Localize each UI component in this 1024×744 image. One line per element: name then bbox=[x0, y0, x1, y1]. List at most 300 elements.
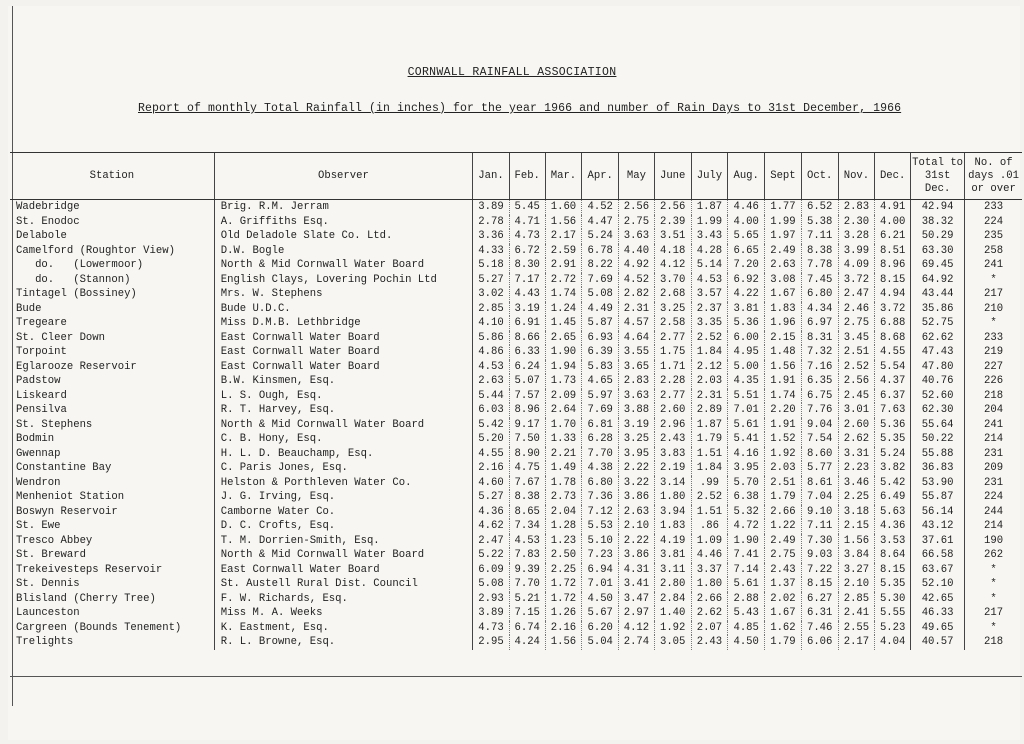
rainfall-cell: 7.15 bbox=[509, 606, 545, 621]
rainfall-cell: 6.24 bbox=[509, 360, 545, 375]
rainfall-cell: 2.43 bbox=[654, 432, 691, 447]
rainfall-cell: 2.16 bbox=[545, 621, 582, 636]
station-cell: Tresco Abbey bbox=[16, 534, 93, 547]
rainfall-cell: 3.28 bbox=[838, 229, 875, 244]
rainfall-cell: 2.47 bbox=[473, 534, 510, 549]
rainfall-cell: 4.91 bbox=[875, 200, 911, 215]
table-row bbox=[10, 258, 1022, 273]
rainfall-cell: 1.45 bbox=[545, 316, 582, 331]
rainfall-cell: 5.42 bbox=[473, 418, 510, 433]
rainfall-cell: 6.81 bbox=[582, 418, 619, 433]
rainfall-cell: 2.96 bbox=[654, 418, 691, 433]
raindays-cell: 224 bbox=[965, 490, 1022, 505]
observer-cell: East Cornwall Water Board bbox=[214, 360, 472, 375]
rainfall-cell: 6.97 bbox=[801, 316, 838, 331]
rainfall-cell: 2.85 bbox=[838, 592, 875, 607]
month-header: Nov. bbox=[838, 153, 875, 200]
observer-cell: East Cornwall Water Board bbox=[214, 331, 472, 346]
rainfall-cell: 2.15 bbox=[765, 331, 802, 346]
rainfall-cell: 8.68 bbox=[875, 331, 911, 346]
rainfall-cell: 7.36 bbox=[582, 490, 619, 505]
rainfall-cell: 4.50 bbox=[582, 592, 619, 607]
rainfall-cell: 1.80 bbox=[691, 577, 728, 592]
table-row bbox=[10, 606, 1022, 621]
rainfall-cell: 4.46 bbox=[691, 548, 728, 563]
table-row bbox=[10, 548, 1022, 563]
rainfall-cell: 2.22 bbox=[619, 461, 655, 476]
rainfall-cell: 2.63 bbox=[765, 258, 802, 273]
total-cell: 52.10 bbox=[911, 577, 965, 592]
rainfall-cell: 2.09 bbox=[545, 389, 582, 404]
rainfall-cell: 2.15 bbox=[838, 519, 875, 534]
rainfall-cell: 3.53 bbox=[875, 534, 911, 549]
station-cell: St. Ewe bbox=[16, 520, 61, 532]
rainfall-cell: 4.62 bbox=[473, 519, 510, 534]
rainfall-cell: 2.31 bbox=[619, 302, 655, 317]
rainfall-cell: 4.22 bbox=[728, 287, 765, 302]
total-cell: 40.57 bbox=[911, 635, 965, 650]
rainfall-cell: 8.15 bbox=[875, 273, 911, 288]
rainfall-cell: 8.61 bbox=[801, 476, 838, 491]
rainfall-cell: 5.53 bbox=[582, 519, 619, 534]
table-row bbox=[10, 577, 1022, 592]
rainfall-cell: 2.56 bbox=[838, 374, 875, 389]
rainfall-cell: 2.82 bbox=[619, 287, 655, 302]
station-cell: Tintagel (Bossiney) bbox=[16, 288, 137, 300]
raindays-cell: * bbox=[965, 592, 1022, 607]
total-cell: 50.29 bbox=[911, 229, 965, 244]
raindays-cell: 214 bbox=[965, 519, 1022, 534]
rainfall-cell: 4.36 bbox=[875, 519, 911, 534]
rainfall-cell: 3.88 bbox=[619, 403, 655, 418]
total-cell: 49.65 bbox=[911, 621, 965, 636]
observer-header: Observer bbox=[214, 153, 472, 200]
rainfall-cell: 6.94 bbox=[582, 563, 619, 578]
rainfall-cell: 5.21 bbox=[509, 592, 545, 607]
rainfall-cell: 1.56 bbox=[838, 534, 875, 549]
observer-cell: Helston & Porthleven Water Co. bbox=[214, 476, 472, 491]
rainfall-cell: 5.27 bbox=[473, 490, 510, 505]
rainfall-cell: 3.11 bbox=[654, 563, 691, 578]
rainfall-cell: 2.16 bbox=[473, 461, 510, 476]
rainfall-cell: 4.46 bbox=[728, 200, 765, 215]
station-cell: do. (Lowermoor) bbox=[16, 259, 144, 271]
month-header: Aug. bbox=[728, 153, 765, 200]
rainfall-cell: 2.93 bbox=[473, 592, 510, 607]
rainfall-cell: 2.65 bbox=[545, 331, 582, 346]
rainfall-cell: 1.51 bbox=[691, 505, 728, 520]
observer-cell: Mrs. W. Stephens bbox=[214, 287, 472, 302]
rainfall-cell: 2.60 bbox=[654, 403, 691, 418]
rainfall-cell: 4.12 bbox=[619, 621, 655, 636]
rainfall-cell: 2.41 bbox=[838, 606, 875, 621]
month-header: May bbox=[619, 153, 655, 200]
rainfall-cell: 3.27 bbox=[838, 563, 875, 578]
rainfall-cell: 6.65 bbox=[728, 244, 765, 259]
association-title: CORNWALL RAINFALL ASSOCIATION bbox=[407, 66, 617, 79]
rainfall-cell: 2.23 bbox=[838, 461, 875, 476]
rainfall-cell: 3.55 bbox=[619, 345, 655, 360]
rainfall-cell: 5.45 bbox=[509, 200, 545, 215]
rainfall-cell: 5.08 bbox=[582, 287, 619, 302]
rainfall-cell: 4.18 bbox=[654, 244, 691, 259]
rainfall-cell: 8.15 bbox=[875, 563, 911, 578]
rainfall-cell: 3.84 bbox=[838, 548, 875, 563]
rainfall-cell: 4.36 bbox=[473, 505, 510, 520]
rainfall-cell: 2.78 bbox=[473, 215, 510, 230]
rainfall-cell: 3.25 bbox=[654, 302, 691, 317]
rainfall-cell: 2.74 bbox=[619, 635, 655, 650]
table-row bbox=[10, 360, 1022, 375]
raindays-cell: 204 bbox=[965, 403, 1022, 418]
rainfall-cell: 3.14 bbox=[654, 476, 691, 491]
rainfall-cell: 7.11 bbox=[801, 229, 838, 244]
total-cell: 56.14 bbox=[911, 505, 965, 520]
total-cell: 36.83 bbox=[911, 461, 965, 476]
rainfall-cell: 1.72 bbox=[545, 592, 582, 607]
total-cell: 55.64 bbox=[911, 418, 965, 433]
rainfall-cell: 2.07 bbox=[691, 621, 728, 636]
rainfall-cell: 5.10 bbox=[582, 534, 619, 549]
raindays-cell: 214 bbox=[965, 432, 1022, 447]
rainfall-cell: 1.84 bbox=[691, 345, 728, 360]
rainfall-cell: 1.74 bbox=[545, 287, 582, 302]
rainfall-cell: 3.37 bbox=[691, 563, 728, 578]
rainfall-cell: 5.67 bbox=[582, 606, 619, 621]
rainfall-cell: 1.91 bbox=[765, 418, 802, 433]
rainfall-cell: 1.90 bbox=[545, 345, 582, 360]
table-row bbox=[10, 287, 1022, 302]
table-row bbox=[10, 490, 1022, 505]
rainfall-cell: 3.63 bbox=[619, 229, 655, 244]
rainfall-cell: 4.33 bbox=[473, 244, 510, 259]
rainfall-cell: 2.60 bbox=[838, 418, 875, 433]
rainfall-cell: 6.31 bbox=[801, 606, 838, 621]
rainfall-cell: 2.75 bbox=[619, 215, 655, 230]
rainfall-cell: 4.16 bbox=[728, 447, 765, 462]
rainfall-cell: 6.75 bbox=[801, 389, 838, 404]
rainfall-cell: 5.87 bbox=[582, 316, 619, 331]
observer-cell: East Cornwall Water Board bbox=[214, 345, 472, 360]
total-cell: 42.94 bbox=[911, 200, 965, 215]
raindays-cell: 258 bbox=[965, 244, 1022, 259]
rainfall-cell: 3.70 bbox=[654, 273, 691, 288]
raindays-header: No. of days .01 or over bbox=[965, 153, 1022, 200]
rainfall-cell: 4.12 bbox=[654, 258, 691, 273]
observer-cell: D. C. Crofts, Esq. bbox=[214, 519, 472, 534]
rainfall-cell: 1.91 bbox=[765, 374, 802, 389]
raindays-cell: 217 bbox=[965, 606, 1022, 621]
observer-cell: C. B. Hony, Esq. bbox=[214, 432, 472, 447]
rainfall-cell: 4.31 bbox=[619, 563, 655, 578]
rainfall-cell: 5.23 bbox=[875, 621, 911, 636]
table-row bbox=[10, 519, 1022, 534]
raindays-cell: * bbox=[965, 273, 1022, 288]
station-cell: St. Stephens bbox=[16, 418, 93, 431]
rainfall-cell: 8.65 bbox=[509, 505, 545, 520]
table-row bbox=[10, 200, 1022, 215]
rainfall-cell: 3.19 bbox=[619, 418, 655, 433]
rainfall-cell: 3.83 bbox=[654, 447, 691, 462]
bottom-rule bbox=[10, 676, 1022, 677]
total-cell: 52.75 bbox=[911, 316, 965, 331]
rainfall-cell: 7.63 bbox=[875, 403, 911, 418]
rainfall-cell: 1.78 bbox=[545, 476, 582, 491]
rainfall-cell: 2.02 bbox=[765, 592, 802, 607]
observer-cell: R. L. Browne, Esq. bbox=[214, 635, 472, 650]
rainfall-cell: 7.22 bbox=[801, 563, 838, 578]
rainfall-cell: 1.99 bbox=[691, 215, 728, 230]
rainfall-cell: 1.74 bbox=[765, 389, 802, 404]
rainfall-cell: 2.62 bbox=[691, 606, 728, 621]
rainfall-cell: 1.49 bbox=[545, 461, 582, 476]
month-header: June bbox=[654, 153, 691, 200]
rainfall-cell: 7.69 bbox=[582, 273, 619, 288]
rainfall-cell: 1.87 bbox=[691, 418, 728, 433]
rainfall-cell: 1.51 bbox=[691, 447, 728, 462]
rainfall-cell: 3.89 bbox=[473, 200, 510, 215]
raindays-cell: * bbox=[965, 621, 1022, 636]
raindays-cell: 190 bbox=[965, 534, 1022, 549]
station-cell: St. Enodoc bbox=[16, 215, 80, 228]
station-cell: Trekeivesteps Reservoir bbox=[16, 563, 163, 576]
rainfall-cell: 1.99 bbox=[765, 215, 802, 230]
rainfall-cell: 2.28 bbox=[654, 374, 691, 389]
rainfall-cell: 1.67 bbox=[765, 287, 802, 302]
observer-cell: B.W. Kinsmen, Esq. bbox=[214, 374, 472, 389]
total-cell: 50.22 bbox=[911, 432, 965, 447]
rainfall-cell: 4.73 bbox=[509, 229, 545, 244]
raindays-cell: 226 bbox=[965, 374, 1022, 389]
rainfall-cell: 2.77 bbox=[654, 331, 691, 346]
rainfall-cell: 3.72 bbox=[875, 302, 911, 317]
month-header: Mar. bbox=[545, 153, 582, 200]
rainfall-cell: 2.17 bbox=[545, 229, 582, 244]
rainfall-cell: 4.64 bbox=[619, 331, 655, 346]
raindays-cell: 219 bbox=[965, 345, 1022, 360]
station-cell: Liskeard bbox=[16, 389, 67, 402]
rainfall-cell: 2.56 bbox=[654, 200, 691, 215]
rainfall-cell: .86 bbox=[691, 519, 728, 534]
rainfall-cell: 8.15 bbox=[801, 577, 838, 592]
rainfall-cell: 4.75 bbox=[509, 461, 545, 476]
rainfall-cell: 4.50 bbox=[728, 635, 765, 650]
rainfall-cell: 6.80 bbox=[582, 476, 619, 491]
rainfall-cell: 4.04 bbox=[875, 635, 911, 650]
rainfall-cell: 2.72 bbox=[545, 273, 582, 288]
rainfall-cell: 3.02 bbox=[473, 287, 510, 302]
rainfall-cell: 4.53 bbox=[691, 273, 728, 288]
rainfall-cell: 2.85 bbox=[473, 302, 510, 317]
rainfall-cell: 6.39 bbox=[582, 345, 619, 360]
table-row bbox=[10, 505, 1022, 520]
rainfall-cell: 2.45 bbox=[838, 389, 875, 404]
total-cell: 47.43 bbox=[911, 345, 965, 360]
rainfall-cell: 1.23 bbox=[545, 534, 582, 549]
total-cell: 62.62 bbox=[911, 331, 965, 346]
rainfall-cell: 3.72 bbox=[838, 273, 875, 288]
total-header: Total to 31st Dec. bbox=[911, 153, 965, 200]
rainfall-cell: 6.91 bbox=[509, 316, 545, 331]
observer-cell: H. L. D. Beauchamp, Esq. bbox=[214, 447, 472, 462]
raindays-cell: * bbox=[965, 316, 1022, 331]
month-header: Jan. bbox=[473, 153, 510, 200]
total-cell: 42.65 bbox=[911, 592, 965, 607]
station-cell: Wadebridge bbox=[16, 201, 80, 213]
rainfall-cell: 4.57 bbox=[619, 316, 655, 331]
table-row bbox=[10, 432, 1022, 447]
rainfall-cell: 2.49 bbox=[765, 244, 802, 259]
rainfall-cell: 1.71 bbox=[654, 360, 691, 375]
station-cell: Launceston bbox=[16, 607, 80, 619]
station-cell: Wendron bbox=[16, 476, 61, 489]
total-cell: 43.12 bbox=[911, 519, 965, 534]
table-row bbox=[10, 418, 1022, 433]
raindays-cell: 218 bbox=[965, 635, 1022, 650]
rainfall-cell: 1.26 bbox=[545, 606, 582, 621]
rainfall-cell: 1.90 bbox=[728, 534, 765, 549]
rainfall-cell: 8.90 bbox=[509, 447, 545, 462]
rainfall-cell: 5.44 bbox=[473, 389, 510, 404]
rainfall-cell: 6.20 bbox=[582, 621, 619, 636]
table-body bbox=[10, 200, 1022, 650]
rainfall-cell: 2.47 bbox=[838, 287, 875, 302]
rainfall-cell: 4.38 bbox=[582, 461, 619, 476]
station-cell: St. Breward bbox=[16, 549, 86, 561]
rainfall-cell: 2.62 bbox=[838, 432, 875, 447]
rainfall-cell: 4.72 bbox=[728, 519, 765, 534]
rainfall-cell: 4.95 bbox=[728, 345, 765, 360]
rainfall-cell: 1.75 bbox=[654, 345, 691, 360]
total-cell: 55.88 bbox=[911, 447, 965, 462]
table-row bbox=[10, 316, 1022, 331]
rainfall-cell: 3.89 bbox=[473, 606, 510, 621]
rainfall-cell: 8.38 bbox=[801, 244, 838, 259]
rainfall-cell: 3.51 bbox=[654, 229, 691, 244]
rainfall-cell: 2.51 bbox=[765, 476, 802, 491]
rainfall-cell: 1.09 bbox=[691, 534, 728, 549]
rainfall-cell: 9.17 bbox=[509, 418, 545, 433]
rainfall-cell: 1.33 bbox=[545, 432, 582, 447]
rainfall-cell: 4.49 bbox=[582, 302, 619, 317]
total-cell: 37.61 bbox=[911, 534, 965, 549]
rainfall-cell: 1.56 bbox=[765, 360, 802, 375]
rainfall-cell: 8.60 bbox=[801, 447, 838, 462]
rainfall-cell: 3.82 bbox=[875, 461, 911, 476]
rainfall-cell: 8.96 bbox=[509, 403, 545, 418]
rainfall-cell: 4.92 bbox=[619, 258, 655, 273]
rainfall-cell: 2.80 bbox=[654, 577, 691, 592]
rainfall-cell: 7.70 bbox=[582, 447, 619, 462]
rainfall-cell: 1.96 bbox=[765, 316, 802, 331]
rainfall-cell: 1.67 bbox=[765, 606, 802, 621]
raindays-cell: 224 bbox=[965, 215, 1022, 230]
observer-cell: Miss M. A. Weeks bbox=[214, 606, 472, 621]
total-cell: 35.86 bbox=[911, 302, 965, 317]
rainfall-cell: 2.63 bbox=[473, 374, 510, 389]
rainfall-cell: 1.80 bbox=[654, 490, 691, 505]
rainfall-cell: 1.28 bbox=[545, 519, 582, 534]
rainfall-cell: 1.60 bbox=[545, 200, 582, 215]
table-row bbox=[10, 635, 1022, 650]
rainfall-cell: 5.27 bbox=[473, 273, 510, 288]
rainfall-cell: 2.83 bbox=[838, 200, 875, 215]
rainfall-cell: 5.22 bbox=[473, 548, 510, 563]
rainfall-cell: 6.06 bbox=[801, 635, 838, 650]
rainfall-cell: 4.73 bbox=[473, 621, 510, 636]
rainfall-cell: 4.40 bbox=[619, 244, 655, 259]
raindays-cell: 209 bbox=[965, 461, 1022, 476]
rainfall-cell: 2.91 bbox=[545, 258, 582, 273]
total-cell: 63.67 bbox=[911, 563, 965, 578]
rainfall-cell: 4.53 bbox=[509, 534, 545, 549]
rainfall-cell: 2.58 bbox=[654, 316, 691, 331]
rainfall-cell: 5.83 bbox=[582, 360, 619, 375]
rainfall-cell: 2.84 bbox=[654, 592, 691, 607]
rainfall-cell: 7.01 bbox=[582, 577, 619, 592]
rainfall-cell: 7.04 bbox=[801, 490, 838, 505]
rainfall-cell: 7.70 bbox=[509, 577, 545, 592]
station-cell: Delabole bbox=[16, 230, 67, 242]
rainfall-cell: 5.20 bbox=[473, 432, 510, 447]
table-row bbox=[10, 345, 1022, 360]
rainfall-cell: 5.65 bbox=[728, 229, 765, 244]
rainfall-cell: 8.64 bbox=[875, 548, 911, 563]
rainfall-cell: 4.43 bbox=[509, 287, 545, 302]
rainfall-cell: 5.61 bbox=[728, 577, 765, 592]
rainfall-cell: 5.97 bbox=[582, 389, 619, 404]
rainfall-cell: 7.76 bbox=[801, 403, 838, 418]
rainfall-cell: 2.31 bbox=[691, 389, 728, 404]
rainfall-cell: 2.10 bbox=[838, 577, 875, 592]
table-row bbox=[10, 374, 1022, 389]
rainfall-cell: 5.70 bbox=[728, 476, 765, 491]
rainfall-cell: 2.66 bbox=[691, 592, 728, 607]
rainfall-cell: 1.84 bbox=[691, 461, 728, 476]
rainfall-cell: 4.52 bbox=[619, 273, 655, 288]
table-row bbox=[10, 461, 1022, 476]
table-row bbox=[10, 389, 1022, 404]
rainfall-cell: 1.70 bbox=[545, 418, 582, 433]
rainfall-cell: 8.31 bbox=[801, 331, 838, 346]
rainfall-cell: 7.54 bbox=[801, 432, 838, 447]
station-cell: Padstow bbox=[16, 375, 61, 387]
rainfall-cell: 7.41 bbox=[728, 548, 765, 563]
rainfall-cell: 2.49 bbox=[765, 534, 802, 549]
rainfall-cell: 7.17 bbox=[509, 273, 545, 288]
rainfall-cell: 4.10 bbox=[473, 316, 510, 331]
rainfall-cell: 1.62 bbox=[765, 621, 802, 636]
rainfall-cell: 2.89 bbox=[691, 403, 728, 418]
rainfall-cell: 4.34 bbox=[801, 302, 838, 317]
rainfall-cell: 5.04 bbox=[582, 635, 619, 650]
observer-cell: English Clays, Lovering Pochin Ltd bbox=[214, 273, 472, 288]
observer-cell: D.W. Bogle bbox=[214, 244, 472, 259]
rainfall-cell: 3.08 bbox=[765, 273, 802, 288]
station-cell: Torpoint bbox=[16, 346, 67, 358]
rainfall-cell: 3.05 bbox=[654, 635, 691, 650]
observer-cell: F. W. Richards, Esq. bbox=[214, 592, 472, 607]
raindays-cell: * bbox=[965, 577, 1022, 592]
rainfall-cell: 5.35 bbox=[875, 577, 911, 592]
rainfall-cell: 3.25 bbox=[619, 432, 655, 447]
rainfall-cell: 5.55 bbox=[875, 606, 911, 621]
rainfall-cell: 3.99 bbox=[838, 244, 875, 259]
rainfall-cell: 2.21 bbox=[545, 447, 582, 462]
raindays-cell: 233 bbox=[965, 200, 1022, 215]
observer-cell: Brig. R.M. Jerram bbox=[214, 200, 472, 215]
month-header: Feb. bbox=[509, 153, 545, 200]
